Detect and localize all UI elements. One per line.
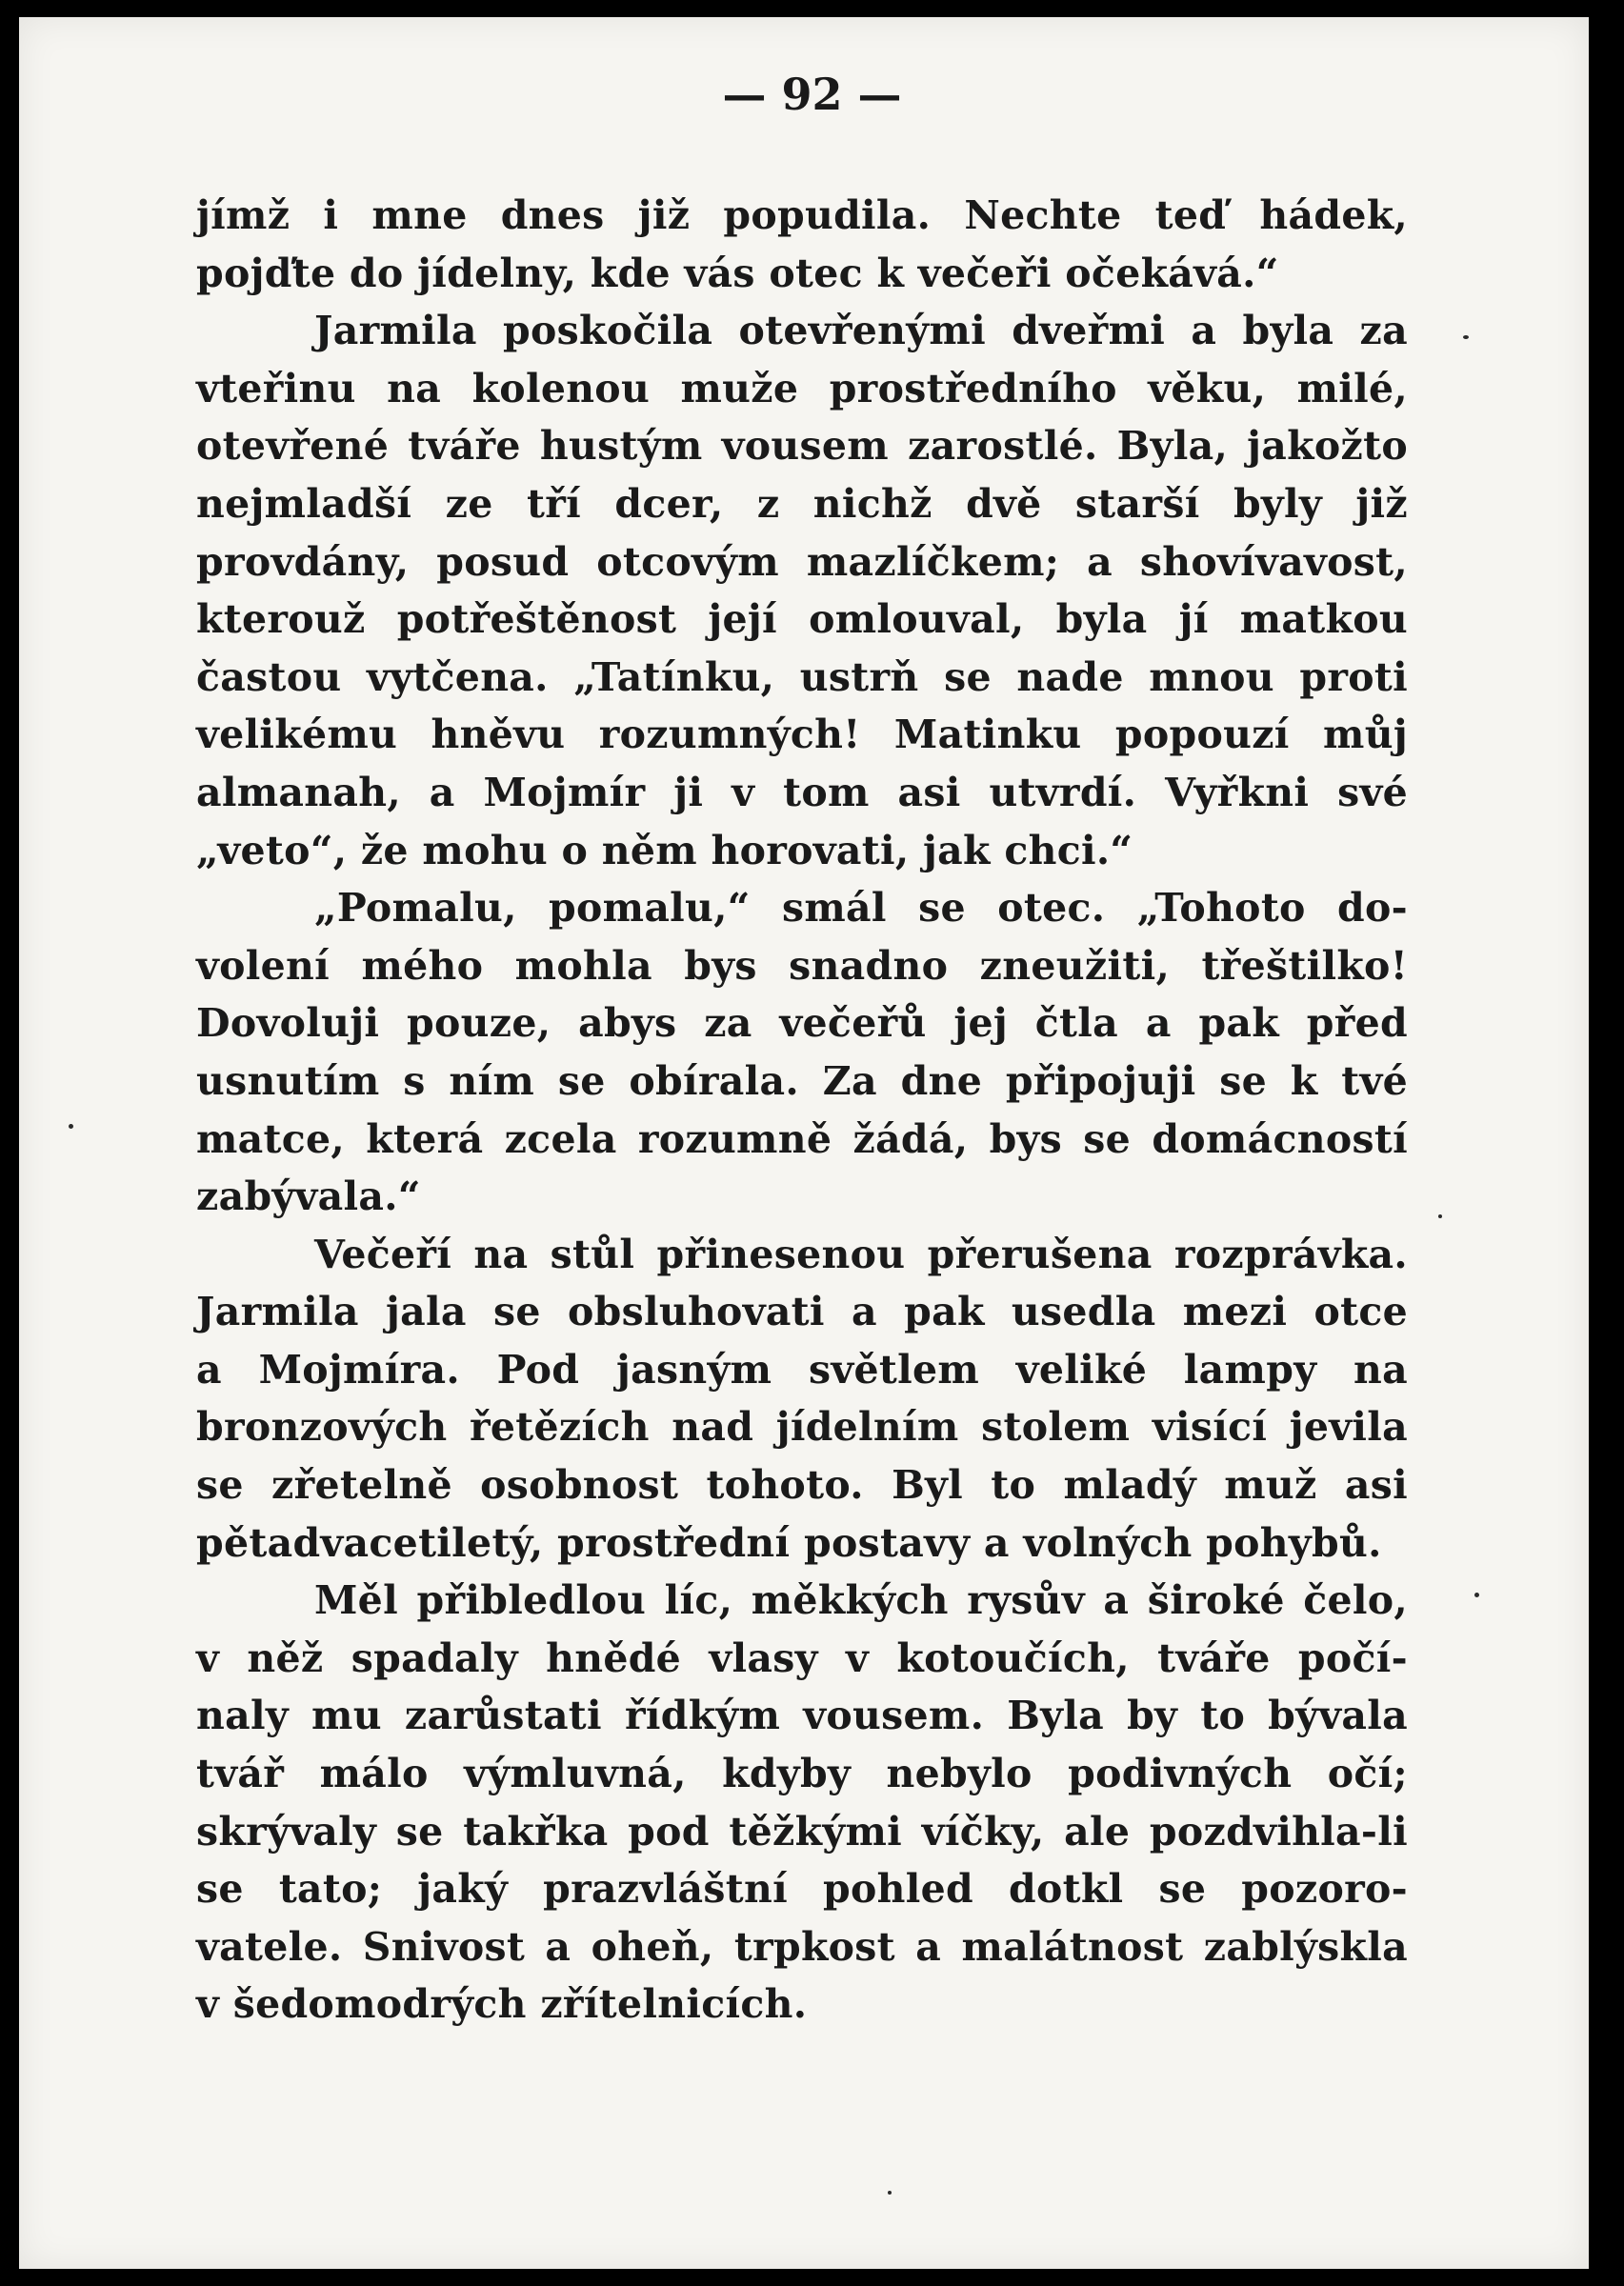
scan-edge-border [1589,0,1624,2286]
text-line: Jarmila poskočila otevřenými dveřmi a byla za [314,308,1408,354]
text-line: kterouž potřeštěnost její omlouval, byla jí matkou [196,596,1408,643]
text-line: volení mého mohla bys snadno zneužiti, třeštilko! [196,942,1408,989]
text-line: Dovoluji pouze, abys za večeřů jej čtla a pak před [196,1000,1408,1047]
text-line: v něž spadaly hnědé vlasy v kotoučích, tváře počí- [196,1634,1408,1681]
text-line: zabývala.“ [196,1173,421,1220]
text-line: velikému hněvu rozumných! Matinku popouzí můj [196,712,1408,758]
text-line: Večeří na stůl přinesenou přerušena rozprávka. [314,1231,1408,1277]
text-line: vteřinu na kolenou muže prostředního věku, milé, [196,365,1408,411]
text-line: pětadvacetiletý, prostřední postavy a volných pohybů. [196,1519,1382,1566]
text-line: provdány, posud otcovým mazlíčkem; a shovívavost, [196,538,1408,585]
scan-speck [1474,1593,1479,1597]
text-line: matce, která zcela rozumně žádá, bys se domácností [196,1115,1408,1162]
text-line: skrývaly se takřka pod těžkými víčky, ale pozdvihla-li [196,1808,1408,1855]
page-number: — 92 — [722,69,902,120]
text-line: nejmladší ze tří dcer, z nichž dvě starší byly již [196,480,1408,527]
text-line: bronzových řetězích nad jídelním stolem visící jevila [196,1404,1408,1451]
scan-speck [69,1124,73,1129]
text-line: vatele. Snivost a oheň, trpkost a malátnost zablýskla [196,1923,1408,1970]
text-line: Měl přibledlou líc, měkkých rysův a široké čelo, [314,1577,1408,1624]
text-line: se zřetelně osobnost tohoto. Byl to mladý muž asi [196,1462,1408,1509]
text-line: jímž i mne dnes již popudila. Nechte teď hádek, [196,192,1408,238]
text-line: almanah, a Mojmír ji v tom asi utvrdí. Vyřkni své [196,769,1408,815]
text-line: a Mojmíra. Pod jasným světlem veliké lampy na [196,1346,1408,1393]
text-line: pojďte do jídelny, kde vás otec k večeři očekává.“ [196,250,1279,296]
text-line: častou vytčena. „Tatínku, ustrň se nade mnou proti [196,653,1408,700]
text-line: se tato; jaký prazvláštní pohled dotkl se pozoro- [196,1866,1408,1913]
text-line: tvář málo výmluvná, kdyby nebylo podivných očí; [196,1751,1408,1797]
text-line: „Pomalu, pomalu,“ smál se otec. „Tohoto do- [314,885,1408,932]
scan-speck [1463,335,1469,339]
scan-speck [1438,1214,1442,1218]
text-line: v šedomodrých zřítelnicích. [196,1981,808,2028]
body-text [196,187,1408,2034]
scan-speck [888,2191,892,2195]
text-line: „veto“, že mohu o něm horovati, jak chci.“ [196,827,1133,873]
text-line: otevřené tváře hustým vousem zarostlé. Byla, jakožto [196,423,1408,470]
text-line: Jarmila jala se obsluhovati a pak usedla mezi otce [196,1289,1408,1335]
text-line: naly mu zarůstati řídkým vousem. Byla by to bývala [196,1693,1408,1739]
text-line: usnutím s ním se obírala. Za dne připojuji se k tvé [196,1057,1408,1104]
